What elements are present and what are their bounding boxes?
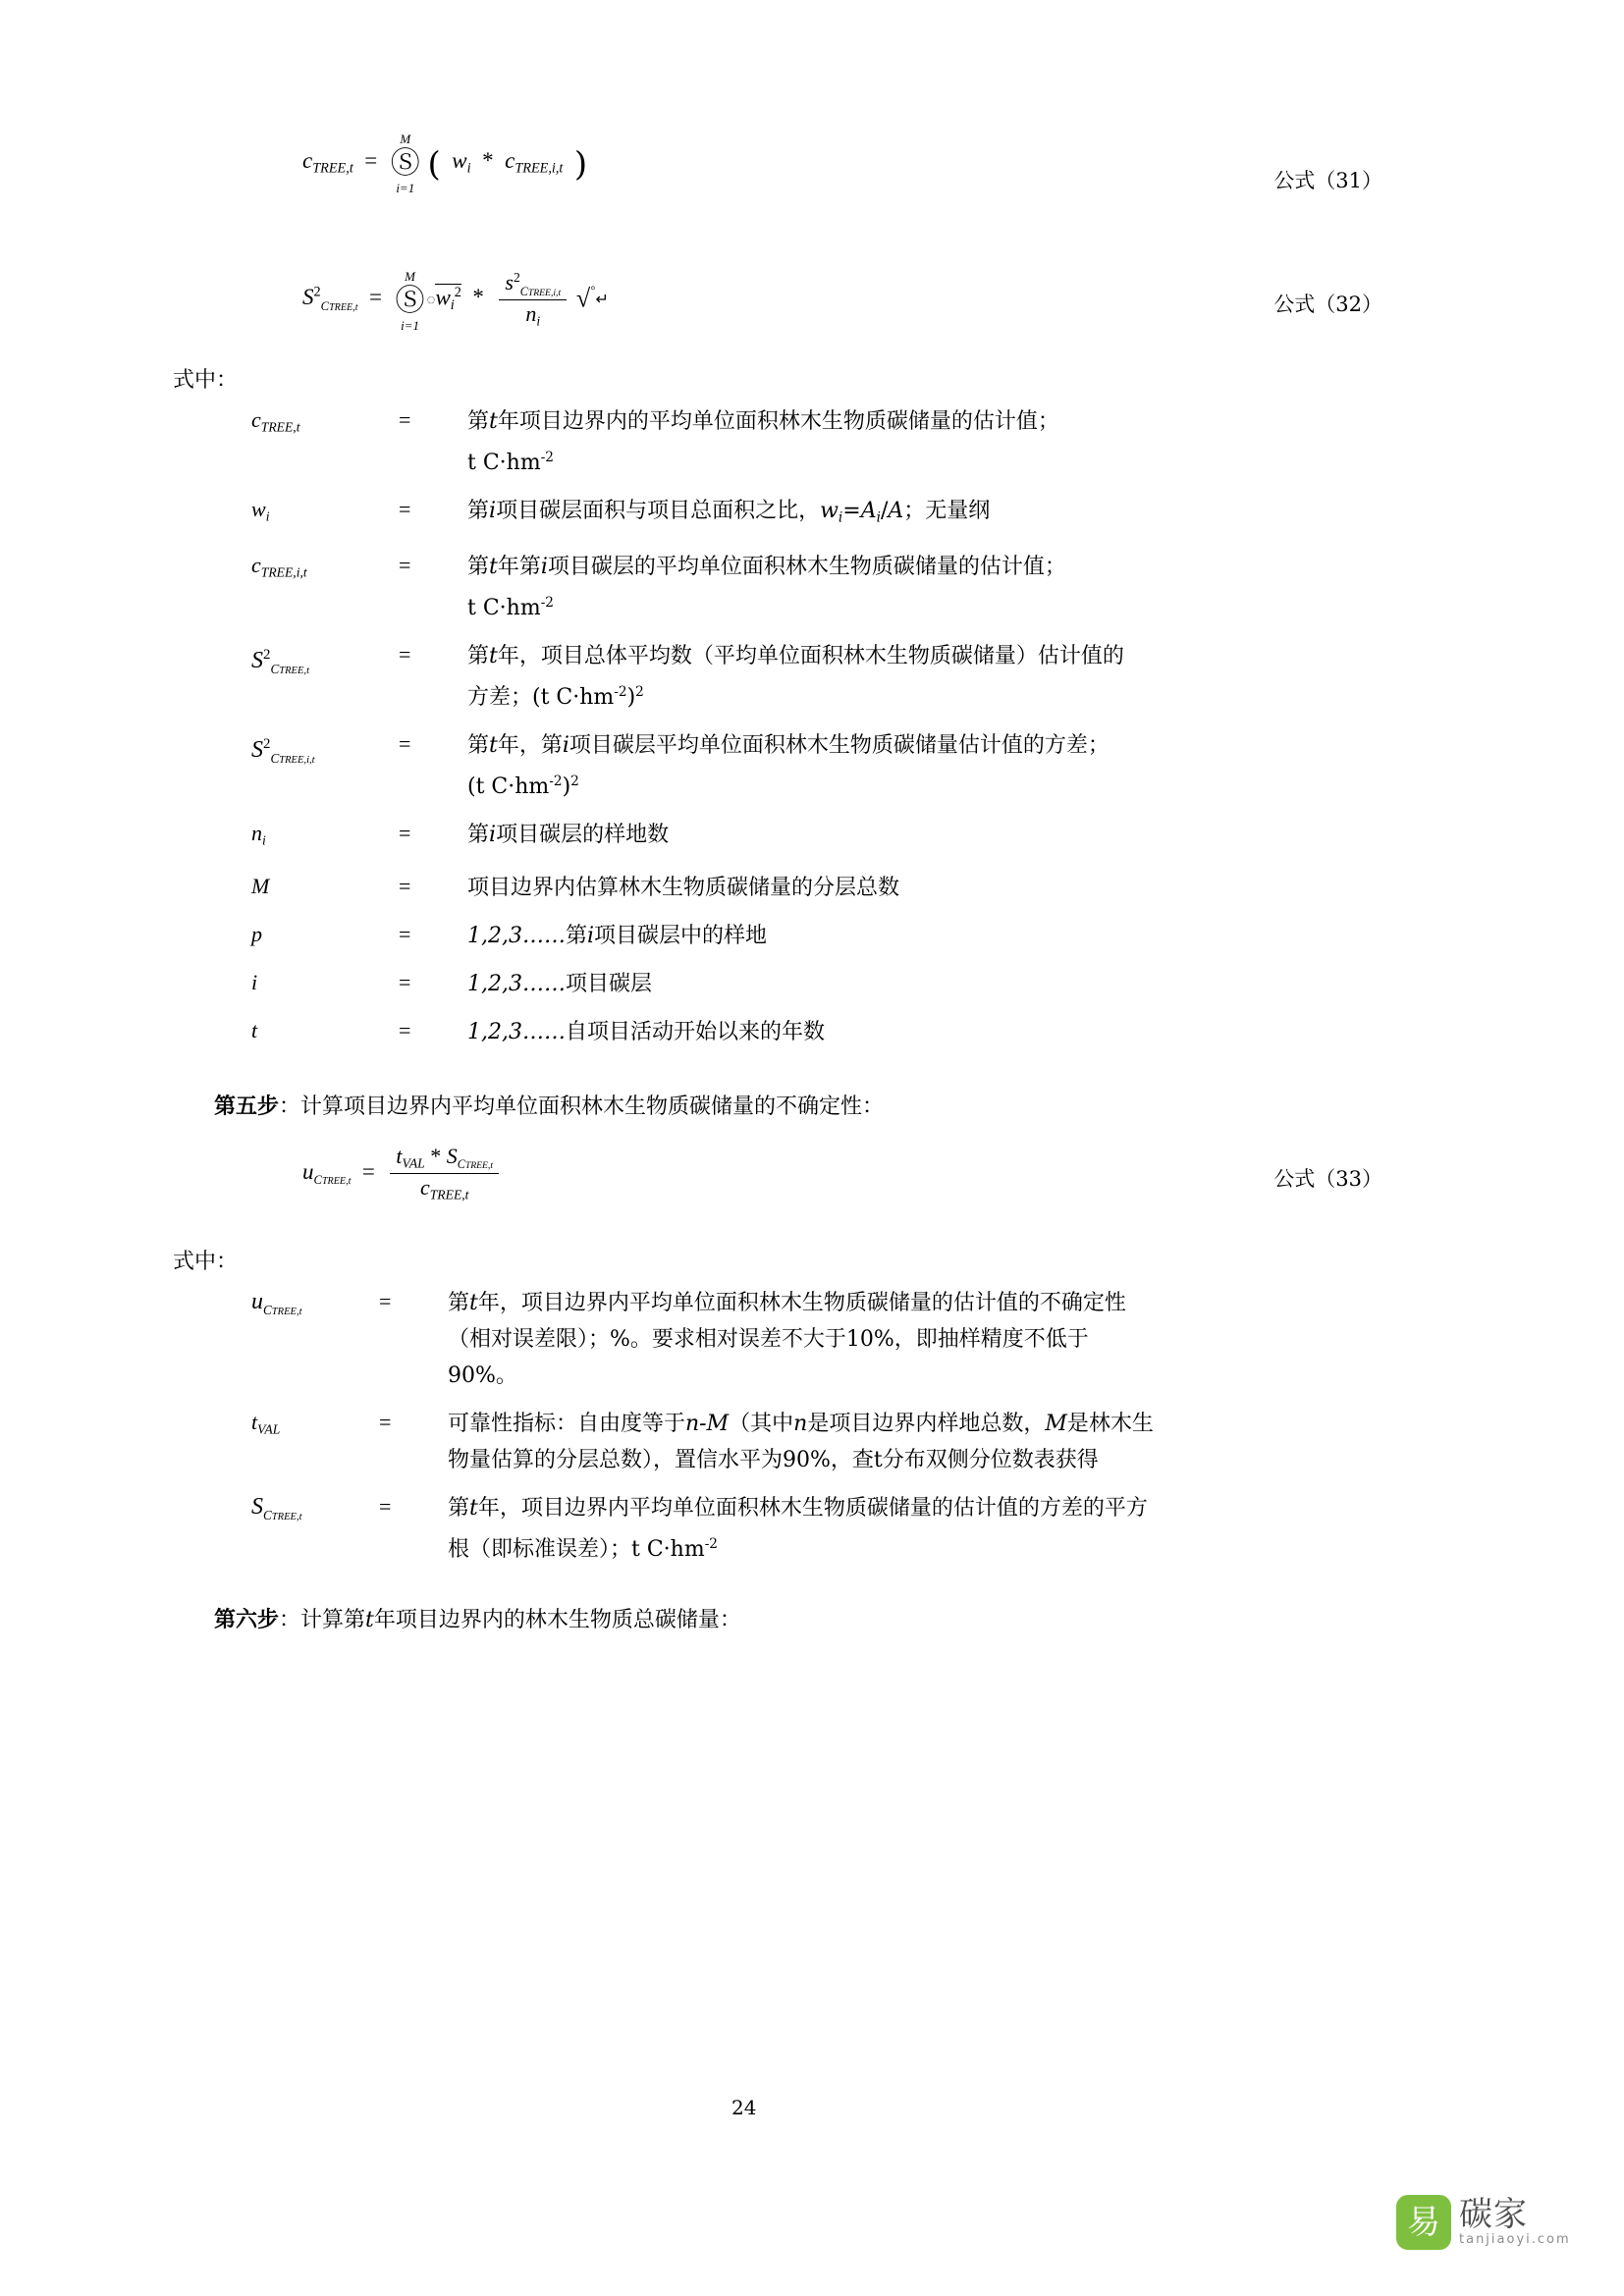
definition-item (244, 727, 1382, 805)
definition-text: 第t年，第i项目碳层平均单位面积林木生物质碳储量估计值的方差； (t $C\cdot hm^{-2})^2$ (467, 733, 1110, 800)
definition-equals: = (399, 921, 411, 946)
definition-symbol: $w_i$ (251, 497, 270, 524)
formula-32-row (244, 268, 1382, 333)
definition-text: 可靠性指标：自由度等于n-M（其中n是项目边界内样地总数，M是林木生 物量估算的分层总数），置信水平为90%，查t分布双侧分位数表获得 (448, 1411, 1154, 1472)
watermark-logo (1396, 2184, 1583, 2261)
formula-32-expression: $S^2CTREE,t$ = M Ⓢ i=1 $◌w_i^2$ * $\frac{s^2CTREE,i,t}{n_i}$ √◦↵ (302, 268, 609, 333)
definition-item (244, 966, 1382, 1002)
watermark-badge: 易 (1396, 2195, 1451, 2250)
definition-symbol: t (251, 1017, 258, 1042)
definition-symbol: uCTREE,t (251, 1288, 302, 1317)
definition-item (244, 1285, 1382, 1394)
definition-equals: = (399, 552, 411, 577)
definition-item (244, 638, 1382, 716)
definition-text: 第i项目碳层的样地数 (467, 823, 670, 848)
formula-31-row (244, 131, 1382, 195)
variance-fraction: $\frac{s^2CTREE,i,t}{n_i}$ (499, 271, 567, 328)
definition-equals: = (399, 821, 411, 846)
definition-text: 项目边界内估算林木生物质碳储量的分层总数 (467, 875, 900, 900)
definition-item (244, 493, 1382, 536)
definition-equals: = (399, 731, 411, 757)
formula-33-expression: uCTREE,t = $\frac{t_{VAL} * SCTREE,t}{c_{TREE,t}}$ (302, 1159, 503, 1184)
where-label-1: 式中： (173, 368, 239, 394)
definition-equals: = (399, 1017, 411, 1042)
watermark-sub: tanjiaoyi.com (1459, 2232, 1571, 2248)
page-content (173, 131, 1382, 1653)
definition-equals: = (399, 497, 411, 522)
definition-item (244, 1490, 1382, 1568)
formula-32-body (244, 268, 609, 333)
formula-31-expression: $c_{TREE,t}$ = M Ⓢ i=1 ( $w_i * c_{TREE,i,t}$ ) (302, 131, 588, 195)
step-six-paragraph (214, 1603, 1382, 1633)
step-six-text: ：计算第t年项目边界内的林木生物质总碳储量： (279, 1608, 741, 1632)
definition-item (244, 817, 1382, 857)
definition-symbol: $t_{VAL}$ (251, 1409, 281, 1437)
formula-33-body (244, 1143, 503, 1202)
step-five-title: 第五步 (214, 1093, 280, 1119)
definition-symbol: $c_{TREE,i,t}$ (251, 552, 307, 580)
definition-item (244, 870, 1382, 906)
step-five-paragraph (214, 1090, 1382, 1120)
page-number: 24 (731, 2096, 757, 2119)
definition-list-1 (244, 403, 1382, 1049)
definition-item (244, 1014, 1382, 1050)
definition-symbol: $c_{TREE,t}$ (251, 407, 300, 435)
definition-equals: = (399, 969, 411, 994)
summation-symbol: M Ⓢ i=1 (390, 131, 420, 195)
definition-text: 1,2,3……第i项目碳层中的样地 (467, 923, 768, 948)
definition-item (244, 403, 1382, 481)
definition-text: 第i项目碳层面积与项目总面积之比，$w_i=A_i/A$；无量纲 (467, 499, 991, 526)
definition-symbol: $S^2CTREE,t$ (251, 647, 309, 676)
step-five-text: ：计算项目边界内平均单位面积林木生物质碳储量的不确定性： (279, 1094, 885, 1119)
definition-equals: = (399, 407, 411, 433)
watermark-text (1459, 2195, 1571, 2248)
definition-item (244, 1406, 1382, 1478)
definition-item (244, 918, 1382, 954)
definition-list-2 (244, 1285, 1382, 1568)
definition-text: 第t年项目边界内的平均单位面积林木生物质碳储量的估计值； t $C\cdot hm^{-2}$ (467, 409, 1059, 476)
formula-33-row (244, 1143, 1382, 1202)
watermark-main: 碳家 (1459, 2195, 1528, 2235)
summation-symbol: M Ⓢ i=1 (395, 268, 425, 333)
formula-32-label: 公式（32） (1273, 293, 1382, 316)
definition-text: 1,2,3……自项目活动开始以来的年数 (467, 1019, 825, 1044)
definition-item (244, 549, 1382, 626)
definition-symbol: p (251, 921, 262, 946)
uncertainty-fraction: $\frac{t_{VAL} * SCTREE,t}{c_{TREE,t}}$ (390, 1146, 499, 1201)
definition-text: 第t年，项目边界内平均单位面积林木生物质碳储量的估计值的方差的平方 根（即标准误差）；t $C\cdot hm^{-2}$ (448, 1495, 1148, 1562)
definition-symbol: $S^2CTREE,i,t$ (251, 736, 315, 767)
definition-equals: = (379, 1409, 392, 1434)
definition-symbol: M (251, 873, 270, 898)
definition-equals: = (379, 1493, 392, 1519)
definition-text: 第t年，项目边界内平均单位面积林木生物质碳储量的估计值的不确定性 （相对误差限）；%。要求相对误差不大于10%，即抽样精度不低于 90%。 (448, 1290, 1126, 1388)
definition-text: 第t年第i项目碳层的平均单位面积林木生物质碳储量的估计值； t $C\cdot hm^{-2}$ (467, 554, 1066, 620)
where-label-2: 式中： (173, 1249, 239, 1274)
definition-equals: = (399, 642, 411, 667)
definition-text: 1,2,3……项目碳层 (467, 971, 652, 996)
definition-symbol: $n_i$ (251, 821, 266, 848)
definition-equals: = (379, 1288, 392, 1313)
definition-symbol: SCTREE,t (251, 1493, 302, 1522)
formula-31-label: 公式（31） (1273, 169, 1382, 192)
formula-33-label: 公式（33） (1273, 1166, 1382, 1191)
formula-31-body (244, 131, 588, 195)
step-six-title: 第六步 (214, 1607, 280, 1632)
definition-symbol: i (251, 969, 258, 994)
definition-text: 第t年，项目总体平均数（平均单位面积林木生物质碳储量）估计值的 方差；(t $C\cdot hm^{-2})^2$ (467, 644, 1124, 711)
definition-equals: = (399, 873, 411, 898)
